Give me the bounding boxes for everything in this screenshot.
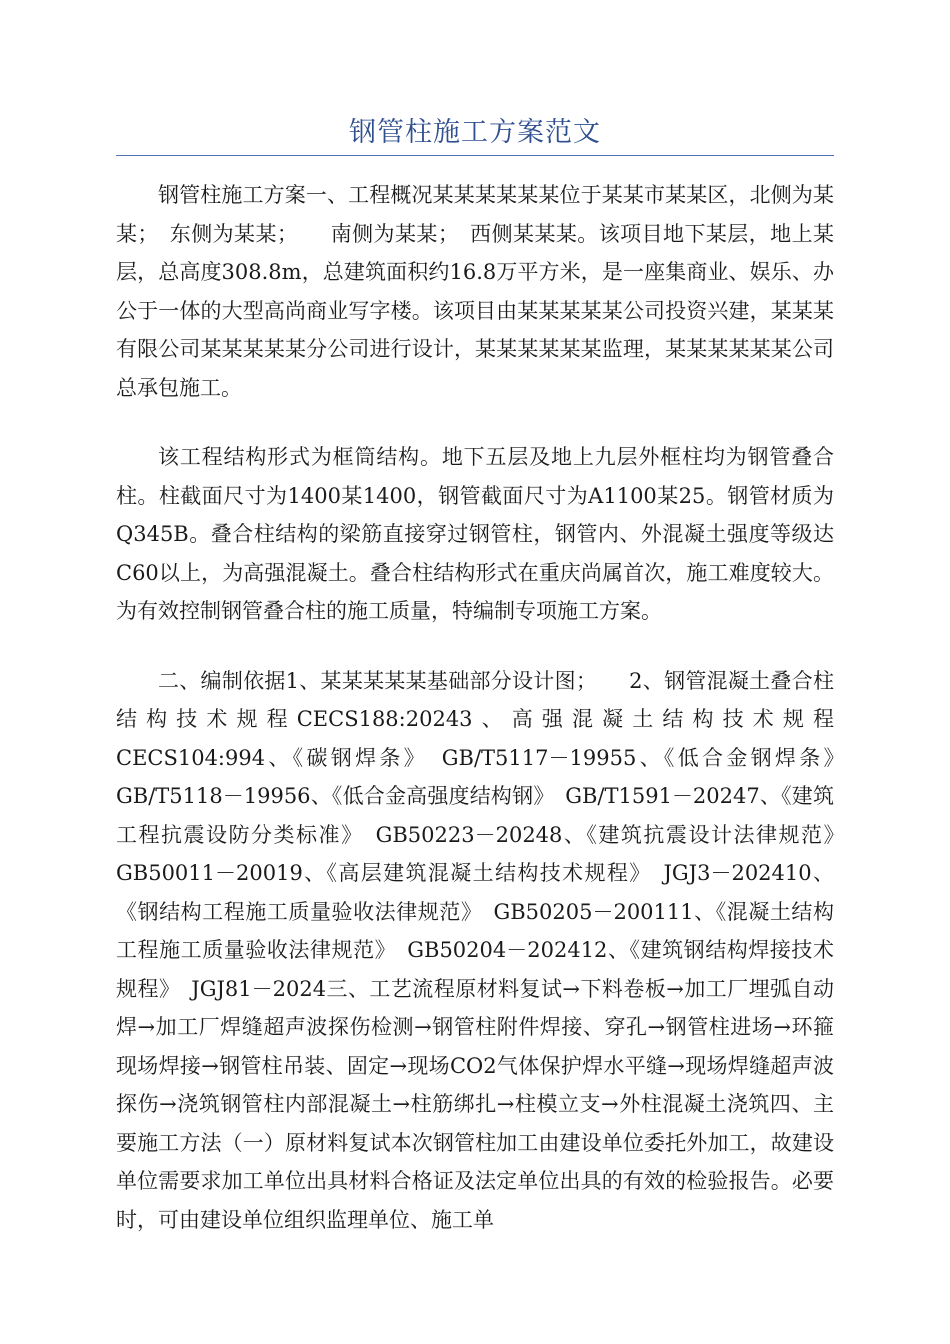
title-underline [116, 155, 834, 156]
document-page [116, 0, 855, 1239]
paragraph-overview: 钢管柱施工方案一、工程概况某某某某某某位于某某市某某区，北侧为某某； 东侧为某某； 南侧为某某； 西侧某某某。该项目地下某层，地上某层，总高度308.8m，总建筑面积约16.8万平方米，是一座集商业、娱乐、办公于一体的大型高尚商业写字楼。该项目由某某某某某公司投资兴建，某某某有限公司某某某某某分公司进行设计，某某某某某某监理，某某某某某某公司总承包施工。 [116, 183, 834, 400]
paragraph-basis-and-process: 二、编制依据1、某某某某某基础部分设计图； 2、钢管混凝土叠合柱结构技术规程CECS188:20243、高强混凝土结构技术规程CECS104:994、《碳钢焊条》 GB/T5117－19955、《低合金钢焊条》 GB/T5118－19956、《低合金高强度结构钢》 GB/T1591－20247、《建筑工程抗震设防分类标准》 GB50223－20248、《建筑抗震设计法律规范》 GB50011－20019、《高层建筑混凝土结构技术规程》 JGJ3－202410、《钢结构工程施工质量验收法律规范》 GB50205－200111、《混凝土结构工程施工质量验收法律规范》 GB50204－202412、《建筑钢结构焊接技术规程》 JGJ81－2024三、工艺流程原材料复试→下料卷板→加工厂埋弧自动焊→加工厂焊缝超声波探伤检测→钢管柱附件焊接、穿孔→钢管柱进场→环箍现场焊接→钢管柱吊装、固定→现场CO2气体保护焊水平缝→现场焊缝超声波探伤→浇筑钢管柱内部混凝土→柱筋绑扎→柱模立支→外柱混凝土浇筑四、主要施工方法（一）原材料复试本次钢管柱加工由建设单位委托外加工，故建设单位需要求加工单位出具材料合格证及法定单位出具的有效的检验报告。必要时，可由建设单位组织监理单位、施工单 [116, 668, 855, 1232]
document-title: 钢管柱施工方案范文 [349, 117, 601, 148]
paragraph-structure: 该工程结构形式为框筒结构。地下五层及地上九层外框柱均为钢管叠合柱。柱截面尺寸为1400某1400，钢管截面尺寸为A1100某25。钢管材质为Q345B。叠合柱结构的梁筋直接穿过钢管柱，钢管内、外混凝土强度等级达C60以上，为高强混凝土。叠合柱结构形式在重庆尚属首次，施工难度较大。为有效控制钢管叠合柱的施工质量，特编制专项施工方案。 [116, 445, 834, 623]
